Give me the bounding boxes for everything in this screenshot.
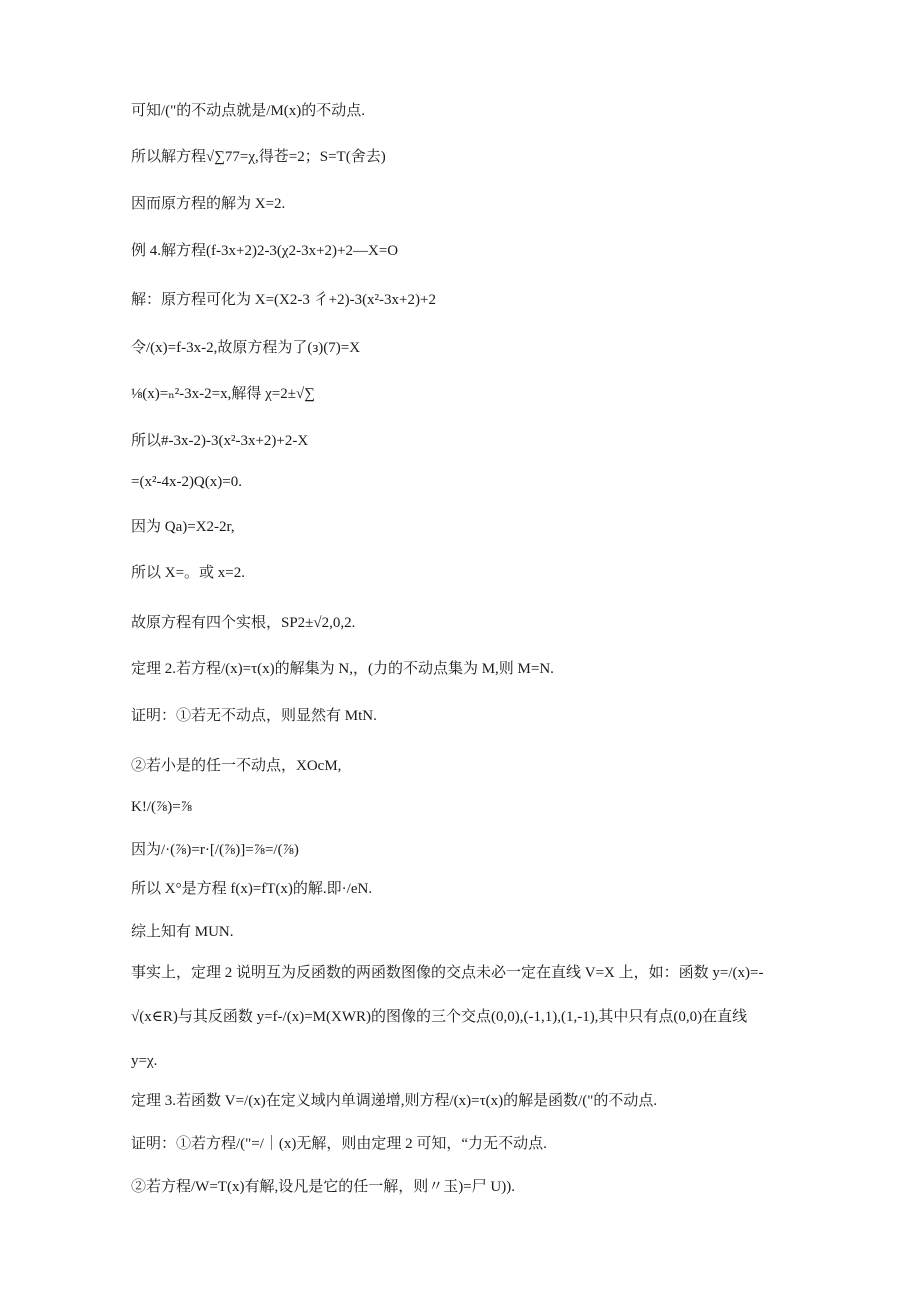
text-line: ⅛(x)=ₙ²-3x-2=x,解得 χ=2±√∑ (131, 386, 315, 402)
text-line: √(x∈R)与其反函数 y=f-/(x)=M(XWR)的图像的三个交点(0,0),(-1,1),(1,-1),其中只有点(0,0)在直线 (131, 1009, 748, 1025)
text-line: 故原方程有四个实根，SP2±√2,0,2. (131, 615, 356, 631)
text-line: K!/(⅞)=⅞ (131, 799, 192, 815)
text-line: =(x²-4x-2)Q(x)=0. (131, 474, 242, 490)
text-line: 解：原方程可化为 X=(X2-3 彳+2)-3(x²-3x+2)+2 (131, 292, 436, 308)
text-line: 因为 Qa)=X2-2r, (131, 519, 235, 535)
text-line: 令/(x)=f-3x-2,故原方程为了(з)(7)=X (131, 340, 361, 356)
text-line: 例 4.解方程(f-3x+2)2-3(χ2-3x+2)+2—X=O (131, 243, 399, 259)
text-line: ②若小是的任一不动点，XOcM, (131, 758, 342, 774)
text-line: 定理 2.若方程/(x)=τ(x)的解集为 N,，(力的不动点集为 M,则 M=N. (131, 661, 554, 677)
text-line: 所以解方程√∑77=χ,得苍=2；S=T(舍去) (131, 149, 386, 165)
text-line: 因为/·(⅞)=r·[/(⅞)]=⅞=/(⅞) (131, 842, 299, 858)
text-line: 因而原方程的解为 X=2. (131, 196, 286, 212)
text-line: 证明：①若无不动点，则显然有 MtN. (131, 708, 377, 724)
text-line: 所以#-3x-2)-3(x²-3x+2)+2-X (131, 433, 309, 449)
text-line: 可知/("的不动点就是/M(x)的不动点. (131, 103, 366, 119)
text-line: ②若方程/W=T(x)有解,设凡是它的任一解，则〃玉)=尸 U)). (131, 1179, 515, 1195)
text-line: 定理 3.若函数 V=/(x)在定义域内单调递增,则方程/(x)=τ(x)的解是函数/("的不动点. (131, 1093, 658, 1109)
text-line: 所以 X°是方程 f(x)=fT(x)的解.即·/eN. (131, 881, 373, 897)
text-line: 证明：①若方程/("=/｜(x)无解，则由定理 2 可知，“力无不动点. (131, 1136, 547, 1152)
text-line: 事实上，定理 2 说明互为反函数的两函数图像的交点未必一定在直线 V=X 上，如：函数 y=/(x)=- (131, 965, 764, 981)
text-line: 所以 X=。或 x=2. (131, 565, 246, 581)
text-line: y=χ. (131, 1053, 158, 1069)
text-line: 综上知有 MUN. (131, 924, 234, 940)
